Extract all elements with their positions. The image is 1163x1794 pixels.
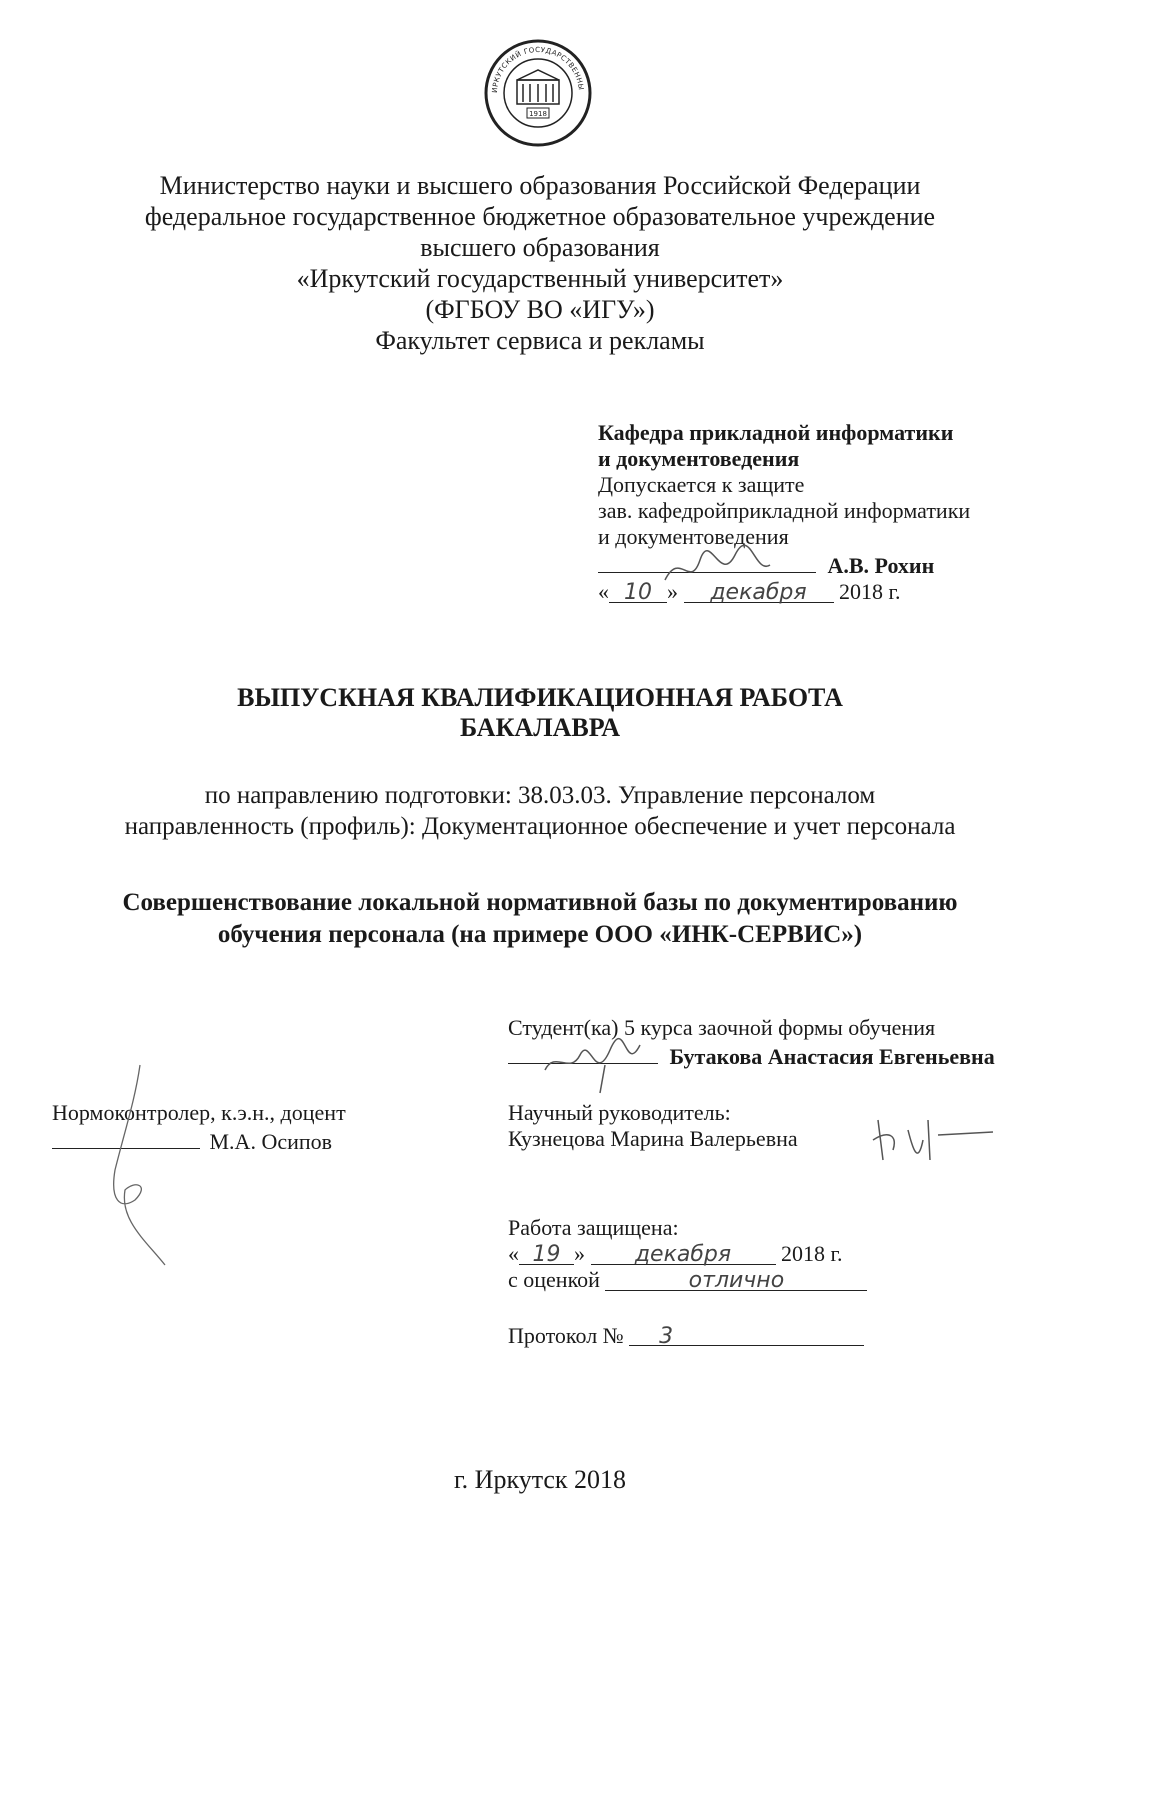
supervisor-block — [508, 1100, 908, 1152]
protocol-label: Протокол № — [508, 1323, 624, 1348]
defense-block — [508, 1215, 1008, 1349]
grade-line — [508, 1267, 1008, 1293]
direction-block — [0, 780, 1080, 842]
defense-date: « 19 » декабря 2018 г. — [508, 1241, 843, 1267]
direction-line-1: по направлению подготовки: 38.03.03. Управление персоналом — [204, 782, 876, 809]
student-label: Студент(ка) 5 курса заочной формы обучения — [508, 1015, 936, 1040]
defense-year: 2018 г. — [781, 1241, 843, 1266]
grade-label: с оценкой — [508, 1267, 600, 1292]
normcontrol-name: М.А. Осипов — [209, 1129, 333, 1154]
approval-date: « 10 » декабря 2018 г. — [598, 579, 901, 605]
student-name: Бутакова Анастасия Евгеньевна — [669, 1044, 995, 1069]
supervisor-name: Кузнецова Марина Валерьевна — [508, 1126, 798, 1151]
defense-label: Работа защищена: — [508, 1215, 679, 1240]
protocol-value: 3 — [629, 1324, 864, 1346]
approval-month: декабря — [684, 580, 834, 603]
head-signature — [660, 545, 780, 595]
defense-month: декабря — [591, 1242, 776, 1265]
defense-day: 19 — [519, 1242, 574, 1265]
student-signature — [540, 1035, 650, 1095]
city-year: г. Иркутск 2018 — [453, 1465, 627, 1494]
supervisor-signature — [868, 1110, 998, 1170]
work-title: ВЫПУСКНАЯ КВАЛИФИКАЦИОННАЯ РАБОТА БАКАЛАВРА — [237, 683, 843, 742]
normcontrol-signature — [95, 1060, 185, 1270]
head-line-1: зав. кафедройприкладной информатики — [598, 498, 971, 523]
grade-value: отлично — [605, 1268, 867, 1291]
department-line-2: и документоведения — [598, 446, 800, 471]
head-name: А.В. Рохин — [827, 553, 935, 578]
header-block — [0, 170, 1080, 356]
university-name: «Иркутский государственный университет» — [296, 264, 784, 293]
ministry-line: Министерство науки и высшего образования Российской Федерации — [159, 171, 921, 200]
direction-line-2: направленность (профиль): Документационное обеспечение и учет персонала — [124, 813, 956, 840]
normcontrol-label: Нормоконтролер, к.э.н., доцент — [52, 1100, 346, 1125]
protocol-line — [508, 1323, 1008, 1349]
head-line-2: и документоведения — [598, 524, 789, 549]
supervisor-label: Научный руководитель: — [508, 1100, 731, 1125]
approval-day: 10 — [609, 580, 667, 603]
faculty-name: Факультет сервиса и рекламы — [375, 326, 705, 355]
institution-type-line: федеральное государственное бюджетное образовательное учреждение — [144, 202, 936, 231]
university-abbrev: (ФГБОУ ВО «ИГУ») — [425, 295, 655, 324]
thesis-topic: Совершенствование локальной нормативной базы по документированию обучения персонала (на примере ООО «ИНК-СЕРВИС») — [122, 889, 958, 948]
approval-year: 2018 г. — [839, 579, 901, 604]
university-seal — [483, 38, 593, 148]
svg-text:ИРКУТСКИЙ ГОСУДАРСТВЕННЫЙ УНИВ: ИРКУТСКИЙ ГОСУДАРСТВЕННЫ — [490, 45, 586, 94]
svg-text:1918: 1918 — [529, 110, 547, 118]
department-line-1: Кафедра прикладной информатики — [598, 420, 954, 445]
admit-line: Допускается к защите — [598, 472, 805, 497]
education-level-line: высшего образования — [420, 233, 660, 262]
